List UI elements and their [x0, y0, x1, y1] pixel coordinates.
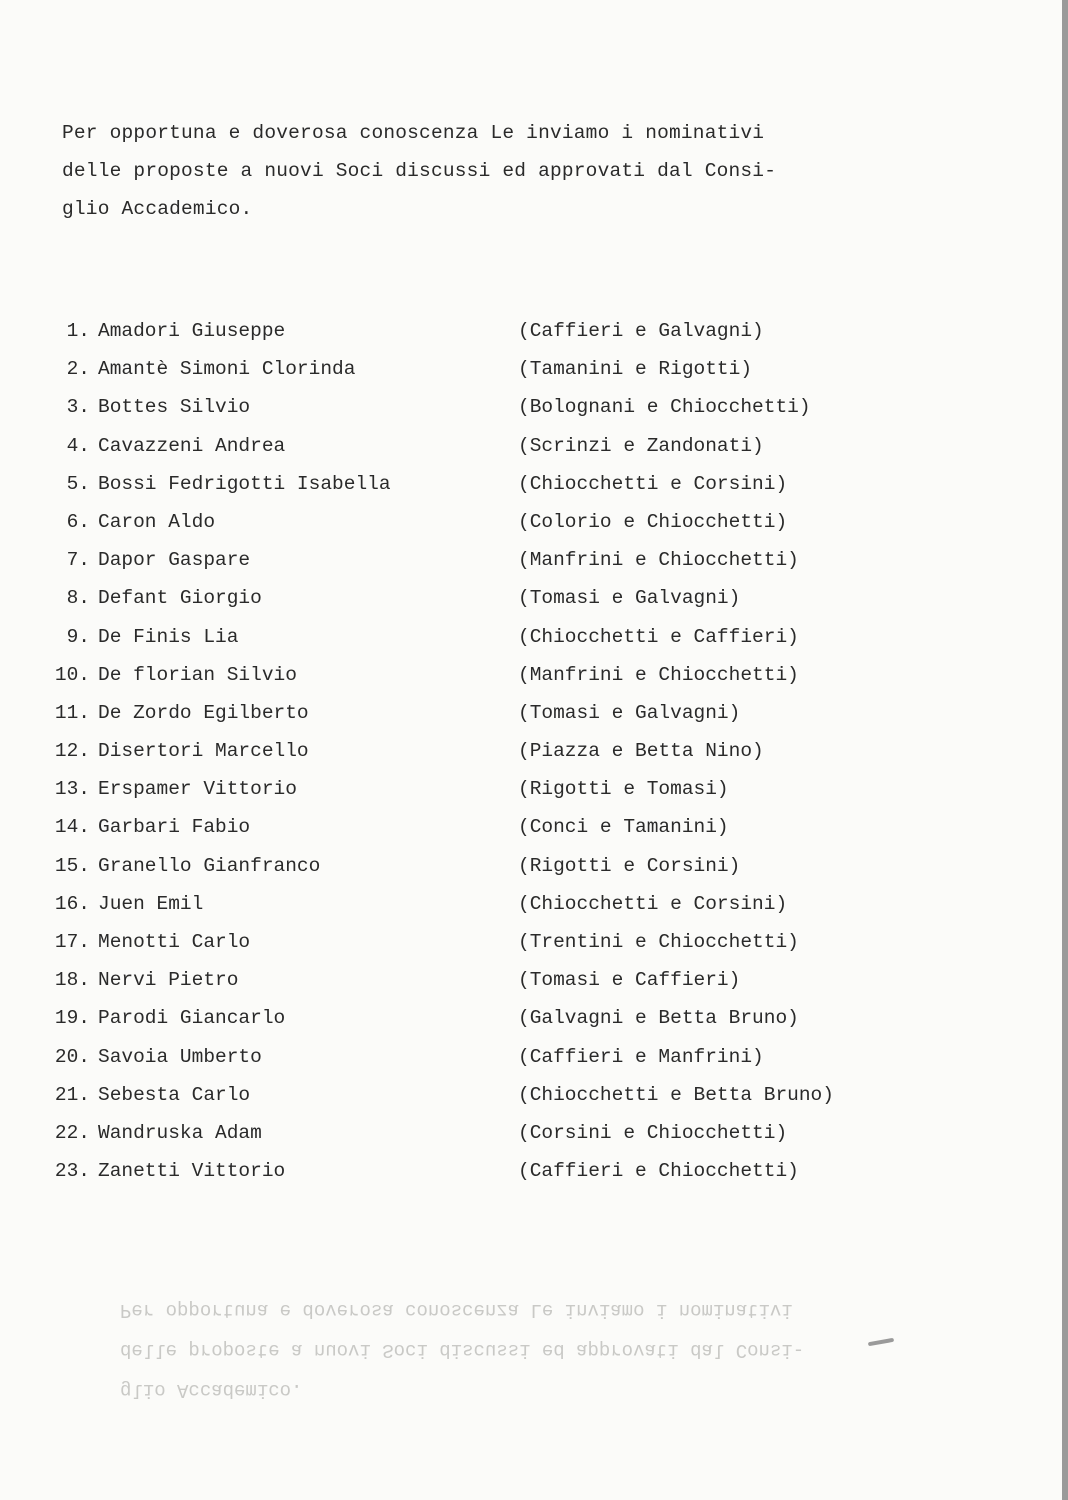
list-item — [44, 732, 944, 770]
item-number: 10. — [54, 663, 90, 686]
list-item — [44, 1114, 944, 1152]
item-number: 17. — [54, 931, 90, 953]
item-number: 13. — [54, 778, 90, 801]
item-number: 11. — [54, 701, 90, 724]
member-sponsors: (Galvagni e Betta Bruno) — [518, 1007, 799, 1030]
member-name: Erspamer Vittorio — [98, 778, 297, 801]
member-name: Wandruska Adam — [98, 1121, 262, 1144]
member-sponsors: (Scrinzi e Zandonati) — [518, 434, 764, 457]
list-item — [44, 1152, 944, 1190]
item-number: 6. — [66, 510, 90, 533]
item-number: 9. — [66, 625, 90, 648]
member-name: Bossi Fedrigotti Isabella — [98, 472, 391, 495]
list-item — [44, 350, 944, 388]
member-list — [44, 312, 944, 1190]
member-name: Defant Giorgio — [98, 587, 262, 610]
item-number: 19. — [54, 1007, 90, 1030]
member-name: Amadori Giuseppe — [98, 320, 286, 342]
list-item — [44, 770, 944, 808]
member-sponsors: (Chiocchetti e Corsini) — [518, 892, 788, 915]
member-name: De Finis Lia — [98, 625, 239, 648]
item-number: 5. — [66, 472, 90, 495]
list-item — [44, 961, 944, 999]
member-sponsors: (Tomasi e Galvagni) — [518, 587, 741, 610]
member-sponsors: (Corsini e Chiocchetti) — [518, 1121, 788, 1144]
item-number: 3. — [66, 396, 90, 419]
member-sponsors: (Chiocchetti e Betta Bruno) — [518, 1083, 834, 1106]
list-item — [44, 694, 944, 732]
member-sponsors: (Chiocchetti e Corsini) — [518, 472, 788, 495]
list-item — [44, 1076, 944, 1114]
list-item — [44, 427, 944, 465]
list-item — [44, 808, 944, 846]
item-number: 21. — [54, 1083, 90, 1106]
list-item — [44, 1038, 944, 1076]
item-number: 22. — [54, 1121, 90, 1144]
member-name: Garbari Fabio — [98, 816, 251, 839]
intro-line-1: Per opportuna e doverosa conoscenza Le inviamo i nominativi — [62, 122, 765, 144]
member-name: Juen Emil — [98, 892, 204, 915]
list-item — [44, 579, 944, 617]
list-item — [44, 885, 944, 923]
member-sponsors: (Colorio e Chiocchetti) — [518, 510, 788, 533]
member-sponsors: (Manfrini e Chiocchetti) — [518, 663, 799, 686]
scan-edge — [1062, 0, 1068, 1500]
member-name: De florian Silvio — [98, 663, 297, 686]
list-item — [44, 618, 944, 656]
member-sponsors: (Rigotti e Tomasi) — [518, 778, 729, 801]
item-number: 2. — [66, 358, 90, 381]
list-item — [44, 923, 944, 961]
member-name: Dapor Gaspare — [98, 549, 251, 572]
member-sponsors: (Chiocchetti e Caffieri) — [518, 625, 799, 648]
member-sponsors: (Tomasi e Galvagni) — [518, 701, 741, 724]
member-name: Nervi Pietro — [98, 969, 239, 992]
member-sponsors: (Manfrini e Chiocchetti) — [518, 549, 799, 572]
reverse-side-bleed-through — [120, 1290, 880, 1410]
intro-line-3: glio Accademico. — [62, 198, 253, 220]
member-name: Amantè Simoni Clorinda — [98, 358, 356, 381]
list-item — [44, 465, 944, 503]
item-number: 12. — [54, 740, 90, 763]
member-name: Parodi Giancarlo — [98, 1007, 286, 1030]
list-item — [44, 656, 944, 694]
item-number: 7. — [66, 549, 90, 572]
member-sponsors: (Caffieri e Galvagni) — [518, 320, 764, 342]
item-number: 8. — [66, 587, 90, 610]
member-name: De Zordo Egilberto — [98, 701, 309, 724]
member-name: Zanetti Vittorio — [98, 1160, 286, 1183]
member-sponsors: (Piazza e Betta Nino) — [518, 740, 764, 763]
intro-paragraph — [62, 114, 882, 228]
member-sponsors: (Conci e Tamanini) — [518, 816, 729, 839]
item-number: 18. — [54, 969, 90, 992]
intro-line-2: delle proposte a nuovi Soci discussi ed approvati dal Consi- — [62, 160, 777, 182]
item-number: 4. — [66, 434, 90, 457]
list-item — [44, 503, 944, 541]
member-sponsors: (Tomasi e Caffieri) — [518, 969, 741, 992]
bleed-line-3: Per opportuna e doverosa conoscenza Le inviamo i nominativi — [120, 1299, 793, 1321]
bleed-line-2: delle proposte a nuovi Soci discussi ed approvati dal Consi- — [120, 1339, 805, 1361]
member-name: Granello Gianfranco — [98, 854, 321, 877]
member-name: Disertori Marcello — [98, 740, 309, 763]
member-sponsors: (Bolognani e Chiocchetti) — [518, 396, 811, 419]
list-item — [44, 847, 944, 885]
member-sponsors: (Caffieri e Chiocchetti) — [518, 1160, 799, 1183]
item-number: 1. — [66, 320, 90, 342]
member-name: Savoia Umberto — [98, 1045, 262, 1068]
list-item — [44, 388, 944, 426]
member-name: Sebesta Carlo — [98, 1083, 251, 1106]
member-name: Menotti Carlo — [98, 931, 251, 953]
item-number: 23. — [54, 1160, 90, 1183]
item-number: 14. — [54, 816, 90, 839]
member-sponsors: (Caffieri e Manfrini) — [518, 1045, 764, 1068]
member-name: Caron Aldo — [98, 510, 216, 533]
member-sponsors: (Rigotti e Corsini) — [518, 854, 741, 877]
list-item — [44, 312, 944, 350]
item-number: 16. — [54, 892, 90, 915]
member-name: Cavazzeni Andrea — [98, 434, 286, 457]
list-item — [44, 541, 944, 579]
bleed-line-1: glio Accademico. — [120, 1379, 303, 1401]
list-item — [44, 999, 944, 1037]
member-name: Bottes Silvio — [98, 396, 251, 419]
item-number: 20. — [54, 1045, 90, 1068]
member-sponsors: (Tamanini e Rigotti) — [518, 358, 753, 381]
member-sponsors: (Trentini e Chiocchetti) — [518, 931, 799, 953]
item-number: 15. — [54, 854, 90, 877]
